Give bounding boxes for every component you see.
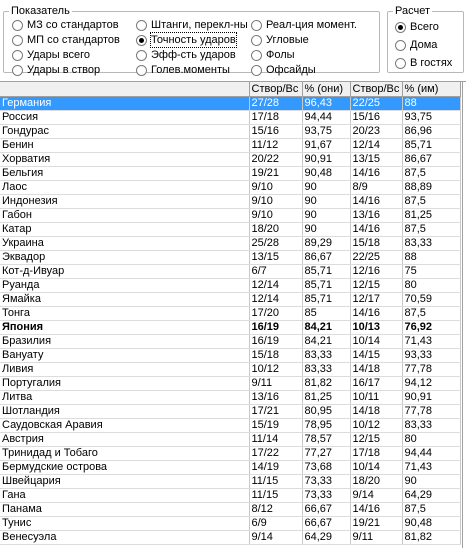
percent-for-cell: 70,59 <box>402 293 460 307</box>
table-row[interactable] <box>0 349 460 363</box>
table-row[interactable] <box>0 251 460 265</box>
percent-for-cell: 90 <box>402 475 460 489</box>
percent-for-cell: 80 <box>402 433 460 447</box>
percent-for-cell: 75 <box>402 265 460 279</box>
percent-for-cell: 71,43 <box>402 461 460 475</box>
radio-circle-icon[interactable] <box>395 40 406 51</box>
shots-for-cell: 18/20 <box>350 475 402 489</box>
table-row[interactable] <box>0 153 460 167</box>
radio-circle-icon[interactable] <box>12 65 23 76</box>
table-row[interactable] <box>0 489 460 503</box>
team-cell: Украина <box>0 237 249 251</box>
table-row[interactable] <box>0 503 460 517</box>
percent-against-cell: 96,43 <box>302 97 350 111</box>
team-cell: Россия <box>0 111 249 125</box>
table-row[interactable] <box>0 237 460 251</box>
shots-for-cell: 14/18 <box>350 363 402 377</box>
table-row[interactable] <box>0 419 460 433</box>
radio-label: МЗ со стандартов <box>27 19 119 31</box>
indicator-radio-10[interactable] <box>251 48 295 62</box>
table-row[interactable] <box>0 405 460 419</box>
percent-against-cell: 80,95 <box>302 405 350 419</box>
shots-for-cell: 12/15 <box>350 279 402 293</box>
shots-for-cell: 9/14 <box>350 489 402 503</box>
calc-radio-1[interactable] <box>395 38 437 52</box>
radio-circle-icon[interactable] <box>12 50 23 61</box>
table-row[interactable] <box>0 461 460 475</box>
team-cell: Шотландия <box>0 405 249 419</box>
column-header-team[interactable] <box>0 82 249 97</box>
column-header-shots-on-target-against[interactable]: Створ/Вс <box>249 82 302 97</box>
shots-for-cell: 15/18 <box>350 237 402 251</box>
team-cell: Япония <box>0 321 249 335</box>
shots-for-cell: 10/14 <box>350 461 402 475</box>
percent-for-cell: 83,33 <box>402 419 460 433</box>
shots-against-cell: 15/16 <box>249 125 302 139</box>
table-row[interactable] <box>0 167 460 181</box>
team-cell: Саудовская Аравия <box>0 419 249 433</box>
percent-against-cell: 90,48 <box>302 167 350 181</box>
percent-against-cell: 93,75 <box>302 125 350 139</box>
radio-circle-icon[interactable] <box>136 50 147 61</box>
table-row[interactable] <box>0 475 460 489</box>
percent-for-cell: 77,78 <box>402 363 460 377</box>
table-row[interactable] <box>0 265 460 279</box>
team-cell: Ливия <box>0 363 249 377</box>
indicator-radio-6[interactable] <box>136 48 236 62</box>
radio-circle-icon[interactable] <box>12 20 23 31</box>
percent-against-cell: 64,29 <box>302 531 350 545</box>
team-cell: Лаос <box>0 181 249 195</box>
team-cell: Бразилия <box>0 335 249 349</box>
shots-against-cell: 11/12 <box>249 139 302 153</box>
shots-for-cell: 14/16 <box>350 503 402 517</box>
shots-against-cell: 13/15 <box>249 251 302 265</box>
team-cell: Хорватия <box>0 153 249 167</box>
percent-for-cell: 93,75 <box>402 111 460 125</box>
column-header-percent-against[interactable]: % (они) <box>302 82 350 97</box>
shots-against-cell: 17/20 <box>249 307 302 321</box>
percent-against-cell: 73,33 <box>302 475 350 489</box>
shots-for-cell: 22/25 <box>350 251 402 265</box>
percent-against-cell: 85,71 <box>302 279 350 293</box>
table-row[interactable] <box>0 447 460 461</box>
percent-against-cell: 84,21 <box>302 335 350 349</box>
radio-circle-icon[interactable] <box>251 20 262 31</box>
percent-for-cell: 90,48 <box>402 517 460 531</box>
column-header-percent-for[interactable]: % (им) <box>402 82 460 97</box>
radio-label: Удары в створ <box>27 64 101 76</box>
percent-against-cell: 81,25 <box>302 391 350 405</box>
radio-circle-icon[interactable] <box>136 65 147 76</box>
percent-against-cell: 86,67 <box>302 251 350 265</box>
shots-against-cell: 8/12 <box>249 503 302 517</box>
percent-against-cell: 90,91 <box>302 153 350 167</box>
shots-against-cell: 11/15 <box>249 489 302 503</box>
team-cell: Тунис <box>0 517 249 531</box>
table-row[interactable] <box>0 391 460 405</box>
radio-circle-icon[interactable] <box>395 22 406 33</box>
shots-against-cell: 12/14 <box>249 279 302 293</box>
percent-for-cell: 71,43 <box>402 335 460 349</box>
shots-against-cell: 17/22 <box>249 447 302 461</box>
percent-for-cell: 87,5 <box>402 167 460 181</box>
team-cell: Вануату <box>0 349 249 363</box>
calc-radio-2[interactable] <box>395 56 452 70</box>
team-cell: Португалия <box>0 377 249 391</box>
team-cell: Тонга <box>0 307 249 321</box>
percent-against-cell: 78,57 <box>302 433 350 447</box>
percent-for-cell: 94,44 <box>402 447 460 461</box>
radio-label: Фолы <box>266 49 295 61</box>
indicator-radio-8[interactable] <box>251 18 357 32</box>
table-row[interactable] <box>0 125 460 139</box>
shots-against-cell: 14/19 <box>249 461 302 475</box>
radio-label: Голев.моменты <box>151 64 230 76</box>
shots-against-cell: 9/10 <box>249 181 302 195</box>
shots-for-cell: 22/25 <box>350 97 402 111</box>
stats-table-container <box>0 81 466 549</box>
percent-against-cell: 85,71 <box>302 265 350 279</box>
shots-against-cell: 20/22 <box>249 153 302 167</box>
percent-against-cell: 84,21 <box>302 321 350 335</box>
team-cell: Литва <box>0 391 249 405</box>
shots-for-cell: 10/12 <box>350 419 402 433</box>
radio-label: Офсайды <box>266 64 316 76</box>
percent-for-cell: 80 <box>402 279 460 293</box>
percent-for-cell: 81,25 <box>402 209 460 223</box>
percent-for-cell: 81,82 <box>402 531 460 545</box>
shots-for-cell: 19/21 <box>350 517 402 531</box>
percent-against-cell: 85,71 <box>302 293 350 307</box>
percent-against-cell: 83,33 <box>302 363 350 377</box>
percent-against-cell: 66,67 <box>302 517 350 531</box>
percent-for-cell: 93,33 <box>402 349 460 363</box>
shots-against-cell: 10/12 <box>249 363 302 377</box>
radio-circle-icon[interactable] <box>136 20 147 31</box>
team-cell: Руанда <box>0 279 249 293</box>
shots-for-cell: 15/16 <box>350 111 402 125</box>
shots-against-cell: 9/11 <box>249 377 302 391</box>
team-cell: Австрия <box>0 433 249 447</box>
column-header-shots-on-target-for[interactable]: Створ/Вс <box>350 82 402 97</box>
percent-for-cell: 88 <box>402 251 460 265</box>
table-row[interactable] <box>0 111 460 125</box>
team-cell: Венесуэла <box>0 531 249 545</box>
percent-for-cell: 76,92 <box>402 321 460 335</box>
shots-against-cell: 11/15 <box>249 475 302 489</box>
table-row[interactable] <box>0 517 460 531</box>
table-row[interactable] <box>0 321 460 335</box>
indicator-radio-11[interactable] <box>251 63 316 77</box>
indicator-radio-1[interactable] <box>12 33 120 47</box>
table-row[interactable] <box>0 433 460 447</box>
shots-for-cell: 8/9 <box>350 181 402 195</box>
shots-for-cell: 10/14 <box>350 335 402 349</box>
shots-against-cell: 9/10 <box>249 209 302 223</box>
percent-against-cell: 90 <box>302 223 350 237</box>
table-row[interactable] <box>0 363 460 377</box>
percent-for-cell: 77,78 <box>402 405 460 419</box>
shots-against-cell: 17/18 <box>249 111 302 125</box>
percent-against-cell: 66,67 <box>302 503 350 517</box>
radio-label: Всего <box>410 21 439 33</box>
percent-against-cell: 89,29 <box>302 237 350 251</box>
percent-against-cell: 94,44 <box>302 111 350 125</box>
shots-for-cell: 9/11 <box>350 531 402 545</box>
radio-label: Точность ударов <box>151 34 236 46</box>
team-cell: Гондурас <box>0 125 249 139</box>
team-cell: Бермудские острова <box>0 461 249 475</box>
percent-against-cell: 85 <box>302 307 350 321</box>
team-cell: Эквадор <box>0 251 249 265</box>
table-row[interactable] <box>0 139 460 153</box>
table-row[interactable] <box>0 279 460 293</box>
shots-for-cell: 10/11 <box>350 391 402 405</box>
team-cell: Гана <box>0 489 249 503</box>
indicator-group-title: Показатель <box>11 5 70 17</box>
percent-for-cell: 90,91 <box>402 391 460 405</box>
radio-circle-icon[interactable] <box>251 35 262 46</box>
table-row[interactable] <box>0 377 460 391</box>
percent-for-cell: 64,29 <box>402 489 460 503</box>
team-cell: Тринидад и Тобаго <box>0 447 249 461</box>
percent-for-cell: 85,71 <box>402 139 460 153</box>
shots-against-cell: 15/19 <box>249 419 302 433</box>
table-row[interactable] <box>0 293 460 307</box>
percent-for-cell: 87,5 <box>402 195 460 209</box>
team-cell: Бенин <box>0 139 249 153</box>
team-cell: Ямайка <box>0 293 249 307</box>
team-cell: Кот-д-Ивуар <box>0 265 249 279</box>
indicator-radio-0[interactable] <box>12 18 119 32</box>
shots-against-cell: 25/28 <box>249 237 302 251</box>
team-cell: Швейцария <box>0 475 249 489</box>
team-cell: Габон <box>0 209 249 223</box>
radio-circle-icon[interactable] <box>12 35 23 46</box>
percent-for-cell: 94,12 <box>402 377 460 391</box>
shots-against-cell: 6/7 <box>249 265 302 279</box>
percent-for-cell: 86,96 <box>402 125 460 139</box>
team-cell: Катар <box>0 223 249 237</box>
shots-for-cell: 12/14 <box>350 139 402 153</box>
radio-label: Удары всего <box>27 49 90 61</box>
shots-for-cell: 10/13 <box>350 321 402 335</box>
radio-label: Эфф-сть ударов <box>151 49 236 61</box>
percent-for-cell: 86,67 <box>402 153 460 167</box>
table-row[interactable] <box>0 335 460 349</box>
team-cell: Индонезия <box>0 195 249 209</box>
shots-against-cell: 6/9 <box>249 517 302 531</box>
percent-for-cell: 83,33 <box>402 237 460 251</box>
team-cell: Германия <box>0 97 249 111</box>
percent-against-cell: 91,67 <box>302 139 350 153</box>
calc-radio-0[interactable] <box>395 20 439 34</box>
shots-against-cell: 27/28 <box>249 97 302 111</box>
table-row[interactable] <box>0 531 460 545</box>
shots-for-cell: 13/15 <box>350 153 402 167</box>
table-row[interactable] <box>0 307 460 321</box>
calc-group-title: Расчет <box>395 5 430 17</box>
shots-against-cell: 15/18 <box>249 349 302 363</box>
shots-for-cell: 12/16 <box>350 265 402 279</box>
indicator-radio-5[interactable] <box>136 33 236 47</box>
shots-for-cell: 13/16 <box>350 209 402 223</box>
shots-against-cell: 11/14 <box>249 433 302 447</box>
shots-for-cell: 14/16 <box>350 223 402 237</box>
shots-for-cell: 14/16 <box>350 167 402 181</box>
radio-label: Реал-ция момент. <box>266 19 357 31</box>
shots-for-cell: 14/16 <box>350 307 402 321</box>
percent-against-cell: 73,33 <box>302 489 350 503</box>
percent-for-cell: 87,5 <box>402 223 460 237</box>
shots-against-cell: 12/14 <box>249 293 302 307</box>
percent-against-cell: 81,82 <box>302 377 350 391</box>
table-header-row <box>0 82 460 97</box>
shots-for-cell: 14/18 <box>350 405 402 419</box>
radio-circle-icon[interactable] <box>251 50 262 61</box>
percent-against-cell: 90 <box>302 181 350 195</box>
shots-for-cell: 17/18 <box>350 447 402 461</box>
percent-for-cell: 87,5 <box>402 503 460 517</box>
indicator-radio-7[interactable] <box>136 63 230 77</box>
radio-label: МП со стандартов <box>27 34 120 46</box>
shots-against-cell: 9/10 <box>249 195 302 209</box>
table-row[interactable] <box>0 223 460 237</box>
table-row[interactable] <box>0 209 460 223</box>
radio-label: Дома <box>410 39 438 51</box>
shots-for-cell: 12/15 <box>350 433 402 447</box>
percent-for-cell: 88,89 <box>402 181 460 195</box>
radio-label: Угловые <box>266 34 309 46</box>
percent-against-cell: 90 <box>302 209 350 223</box>
shots-against-cell: 18/20 <box>249 223 302 237</box>
indicator-radio-2[interactable] <box>12 48 90 62</box>
indicator-radio-3[interactable] <box>12 63 100 77</box>
shots-for-cell: 14/16 <box>350 195 402 209</box>
team-cell: Панама <box>0 503 249 517</box>
shots-against-cell: 9/14 <box>249 531 302 545</box>
radio-label: Штанги, перекл-ны <box>151 19 248 31</box>
percent-for-cell: 88 <box>402 97 460 111</box>
percent-against-cell: 78,95 <box>302 419 350 433</box>
table-row[interactable] <box>0 181 460 195</box>
team-cell: Бельгия <box>0 167 249 181</box>
radio-label: В гостях <box>410 57 453 69</box>
stats-table <box>0 82 461 545</box>
radio-circle-icon[interactable] <box>251 65 262 76</box>
percent-against-cell: 77,27 <box>302 447 350 461</box>
indicator-radio-9[interactable] <box>251 33 309 47</box>
percent-against-cell: 90 <box>302 195 350 209</box>
shots-for-cell: 12/17 <box>350 293 402 307</box>
percent-against-cell: 83,33 <box>302 349 350 363</box>
shots-against-cell: 17/21 <box>249 405 302 419</box>
radio-circle-icon[interactable] <box>136 35 147 46</box>
indicator-radio-4[interactable] <box>136 18 248 32</box>
shots-against-cell: 16/19 <box>249 321 302 335</box>
table-row[interactable] <box>0 97 460 111</box>
table-row[interactable] <box>0 195 460 209</box>
percent-against-cell: 73,68 <box>302 461 350 475</box>
table-right-border <box>462 81 463 548</box>
radio-circle-icon[interactable] <box>395 58 406 69</box>
percent-for-cell: 87,5 <box>402 307 460 321</box>
shots-against-cell: 13/16 <box>249 391 302 405</box>
shots-for-cell: 16/17 <box>350 377 402 391</box>
shots-for-cell: 14/15 <box>350 349 402 363</box>
shots-against-cell: 16/19 <box>249 335 302 349</box>
shots-against-cell: 19/21 <box>249 167 302 181</box>
shots-for-cell: 20/23 <box>350 125 402 139</box>
